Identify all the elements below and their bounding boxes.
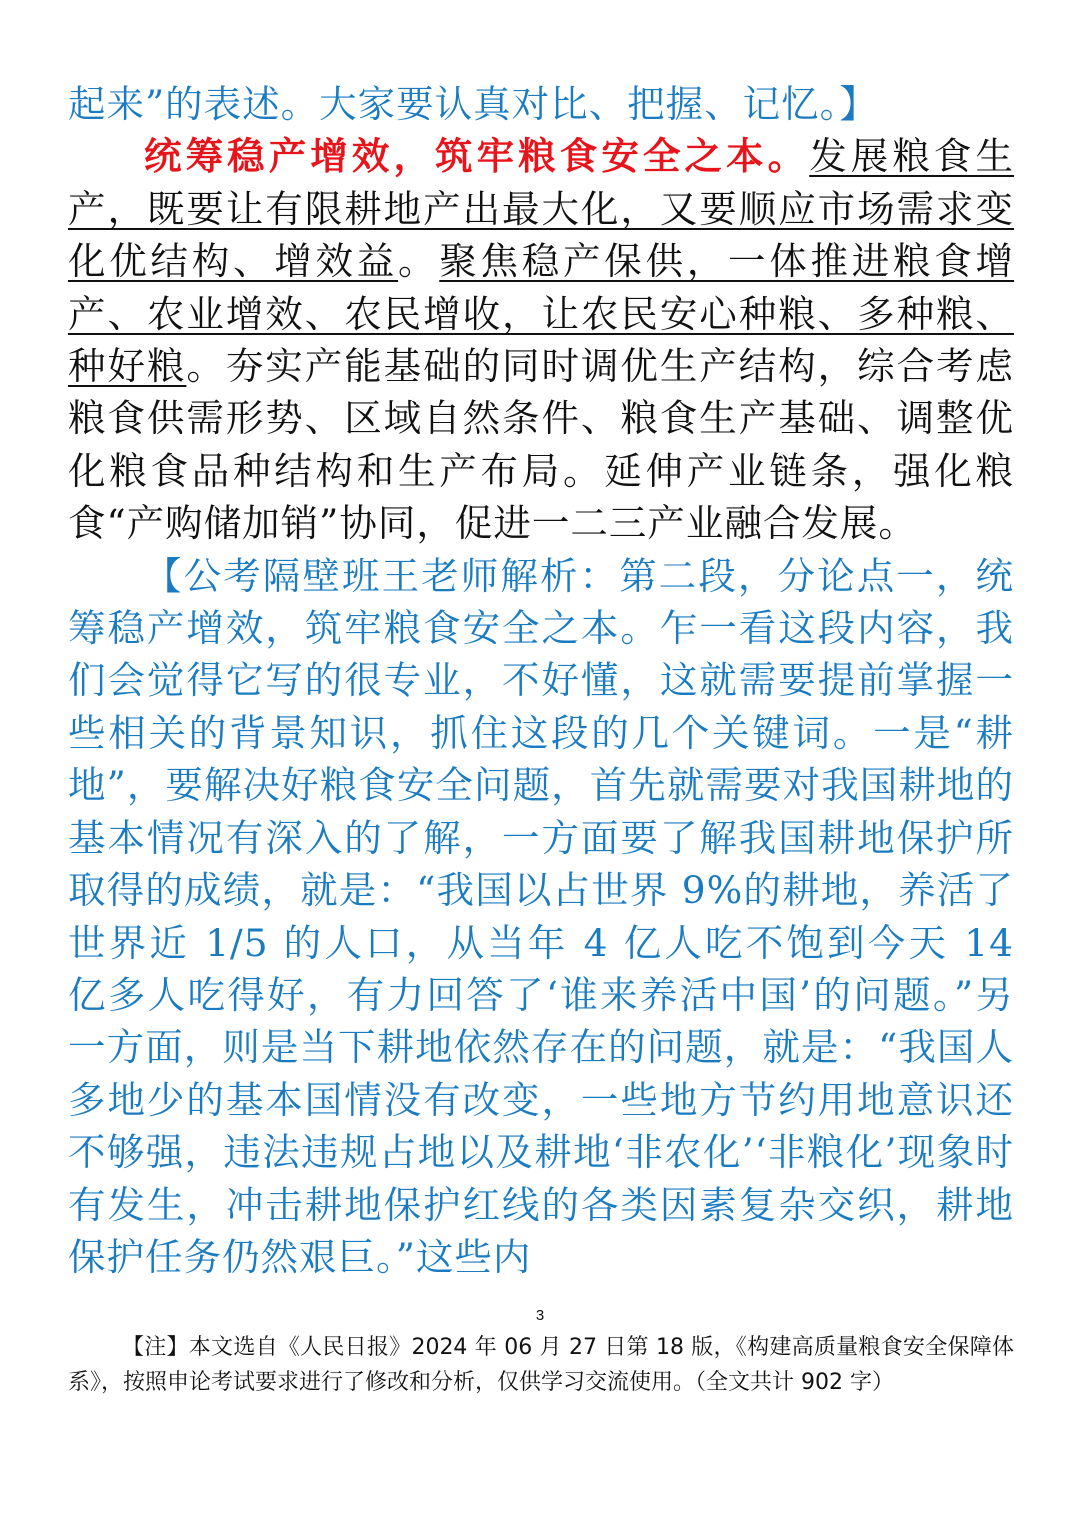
sentence-separator: 。 (398, 239, 440, 284)
paragraph-point-one (68, 130, 1014, 549)
page-number: 3 (535, 1307, 545, 1324)
section-heading: 统筹稳产增效，筑牢粮食安全之本。 (144, 134, 810, 179)
footnote: 【注】本文选自《人民日报》2024 年 06 月 27 日第 18 版，《构建高质量粮食安全保障体系》，按照申论考试要求进行了修改和分析，仅供学习交流使用。（全文共计 902 字） (68, 1335, 1014, 1395)
paragraph-rest: 。夯实产能基础的同时调优生产结构，综合考虑粮食供需形势、区域自然条件、粮食生产基础、调整优化粮食品种结构和生产布局。延伸产业链条，强化粮食“产购储加销”协同，促进一二三产业融合发展。 (68, 344, 1015, 546)
underlined-sentence-2: 聚焦稳产保供，一体推进粮食增产、农业增效、农民增收，让农民安心种粮、多种粮、种好粮 (68, 239, 1014, 389)
underlined-sentence-1: 发展粮食生产，既要让有限耕地产出最大化，又要顺应市场需求变化优结构、增效益 (68, 134, 1015, 284)
body-text (68, 78, 1014, 1283)
analysis-paragraph: 【公考隔壁班王老师解析：第二段，分论点一，统筹稳产增效，筑牢粮食安全之本。乍一看这段内容，我们会觉得它写的很专业，不好懂，这就需要提前掌握一些相关的背景知识，抓住这段的几个关键词。一是“耕地”，要解决好粮食安全问题，首先就需要对我国耕地的基本情况有深入的了解，一方面要了解我国耕地保护所取得的成绩，就是：“我国以占世界 9%的耕地，养活了世界近 1/5 的人口，从当年 4 亿人吃不饱到今天 14 亿多人吃得好，有力回答了‘谁来养活中国’的问题。”另一方面，则是当下耕地依然存在的问题，就是：“我国人多地少的基本国情没有改变，一些地方节约用地意识还不够强，违法违规占地以及耕地‘非农化’‘非粮化’现象时有发生，冲击耕地保护红线的各类因素复杂交织，耕地保护任务仍然艰巨。”这些内 (68, 553, 1014, 1279)
intro-tail: 起来”的表述。大家要认真对比、把握、记忆。】 (68, 82, 878, 126)
